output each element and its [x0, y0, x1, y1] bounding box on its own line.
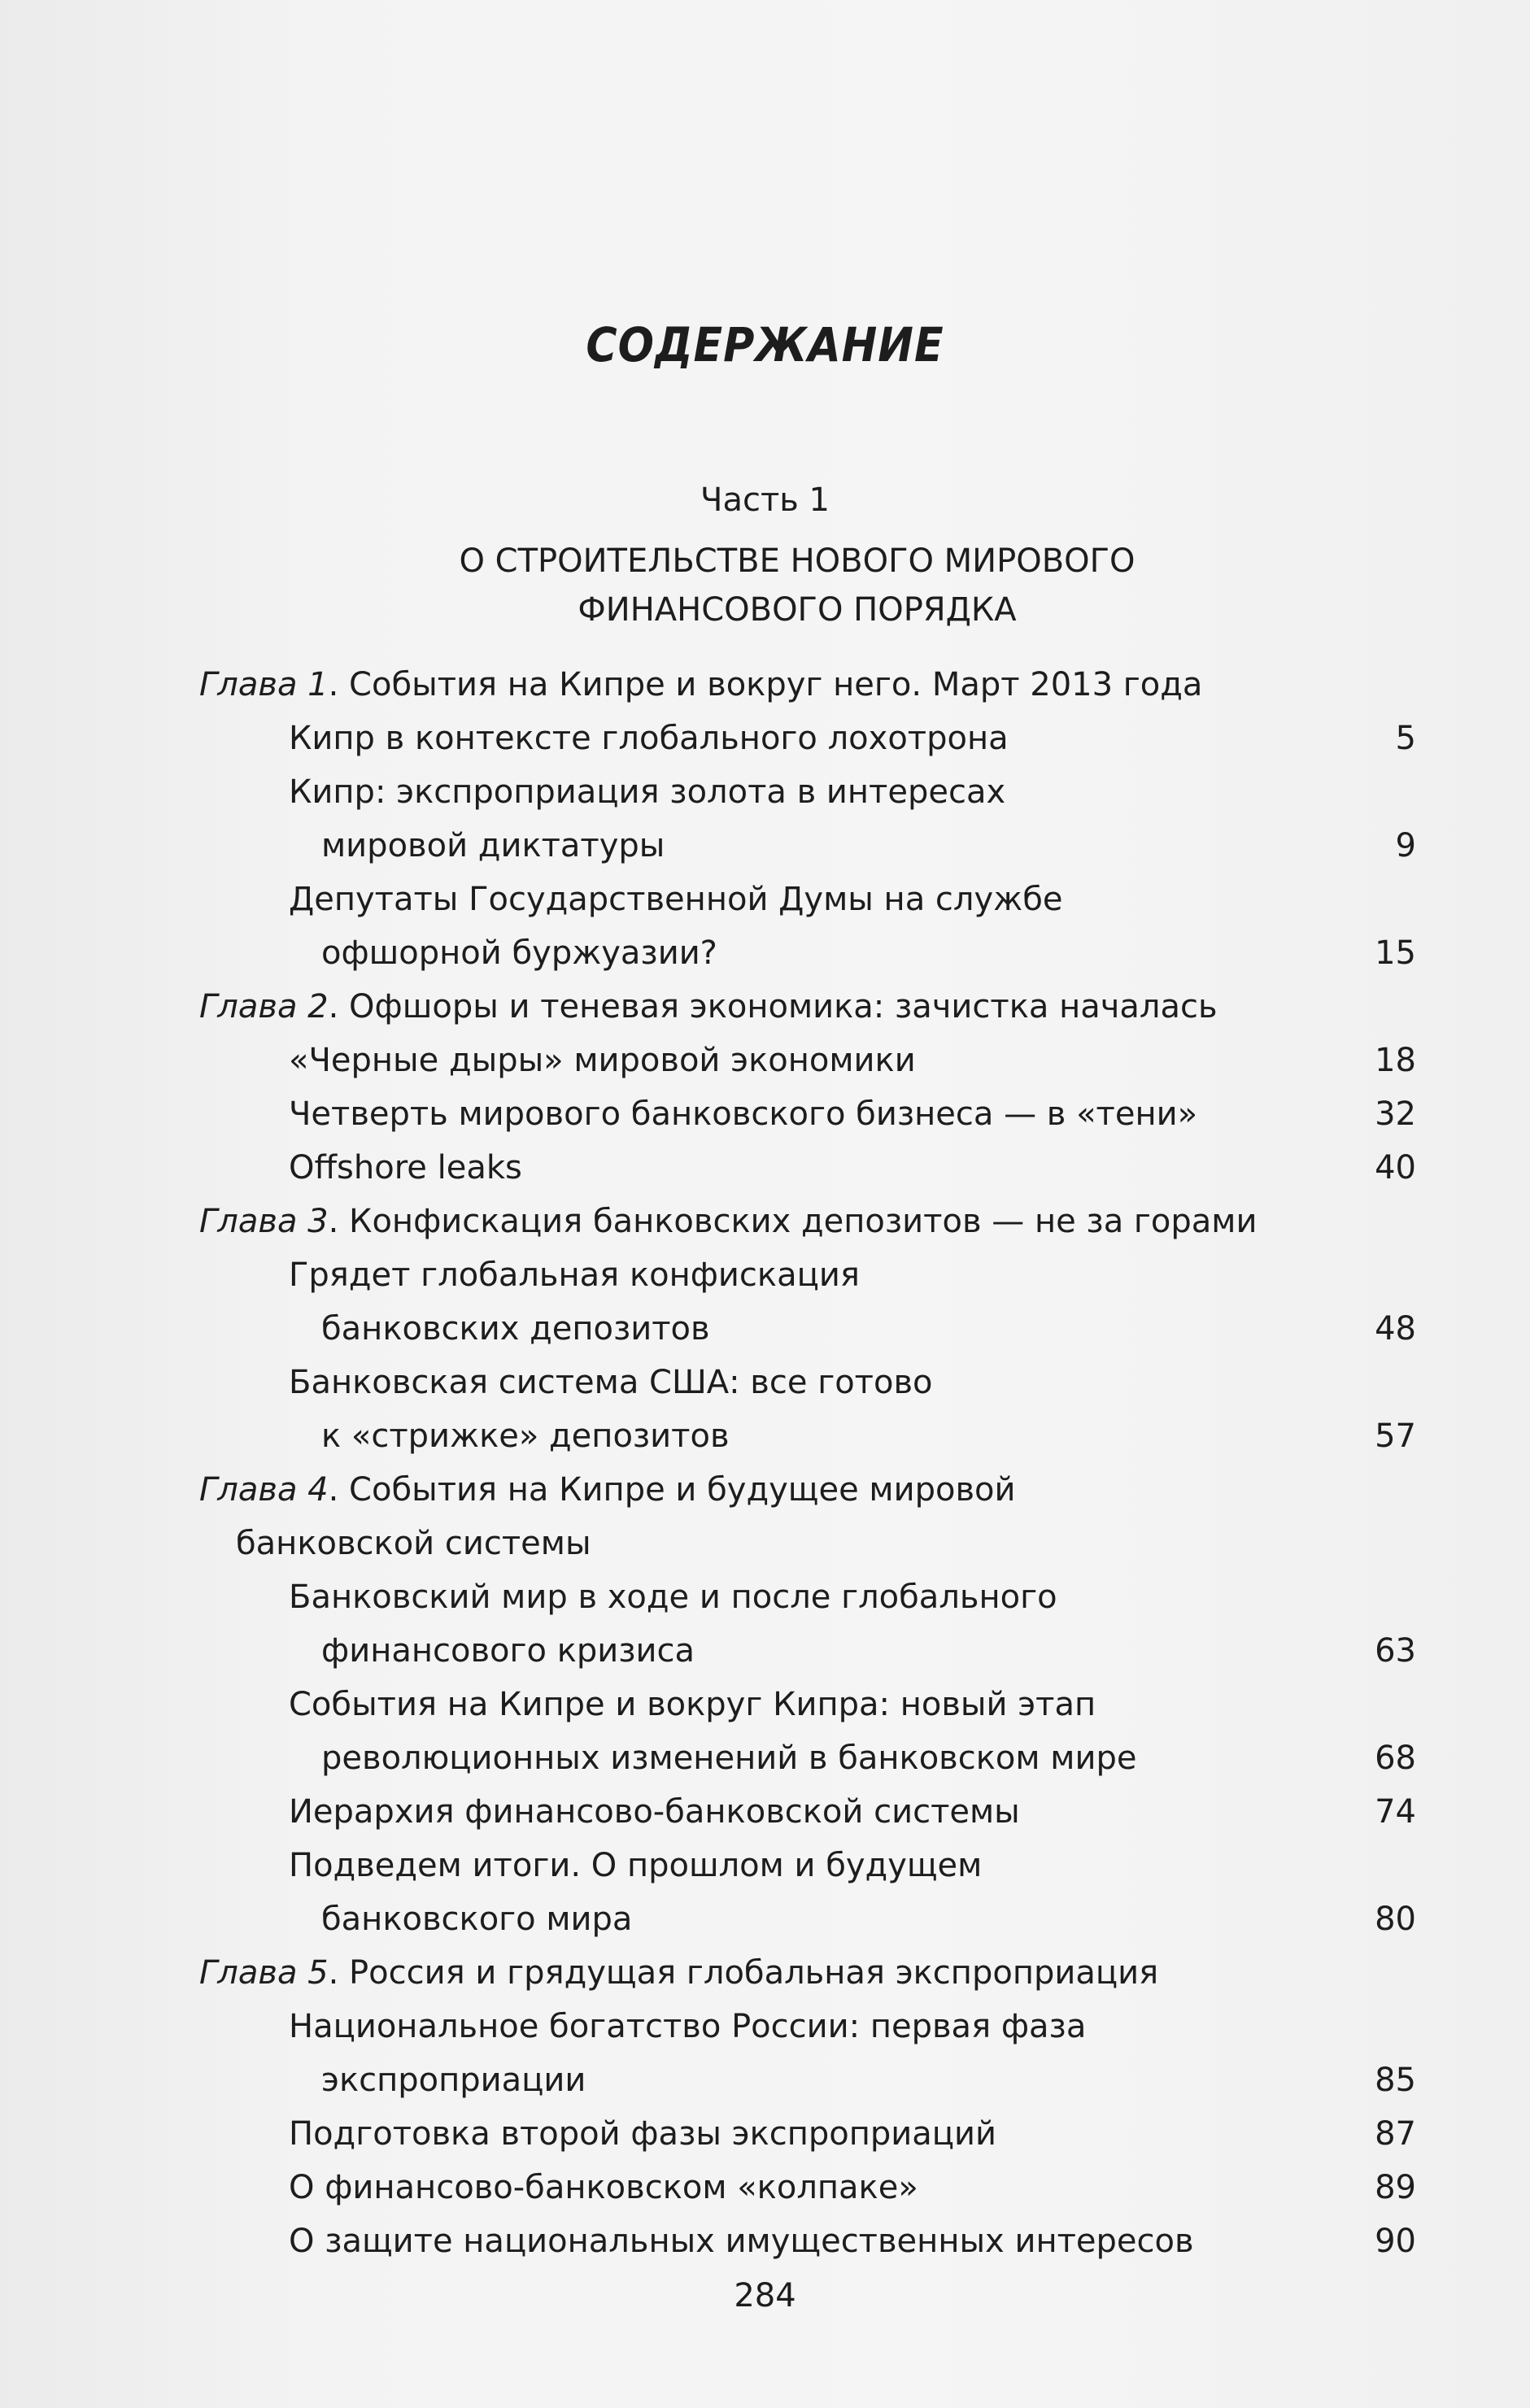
page-number: 57 — [1375, 1417, 1416, 1455]
folio-page-number: 284 — [734, 2277, 796, 2314]
toc-entry: «Черные дыры» мировой экономики — [289, 1042, 916, 1079]
contents-heading: СОДЕРЖАНИЕ — [586, 317, 944, 372]
page-number: 85 — [1375, 2062, 1416, 2099]
toc-entry: Кипр: экспроприация золота в интересах — [289, 773, 1006, 811]
toc-entry-continuation: финансового кризиса — [321, 1632, 695, 1670]
chapter-title-continuation: банковской системы — [236, 1525, 591, 1562]
toc-entry-continuation: мировой диктатуры — [321, 827, 665, 864]
toc-entry: Банковский мир в ходе и после глобального — [289, 1578, 1057, 1616]
toc-entry: Грядет глобальная конфискация — [289, 1256, 860, 1294]
chapter-title: . События на Кипре и вокруг него. Март 2013 года — [328, 666, 1203, 703]
toc-entry: События на Кипре и вокруг Кипра: новый этап — [289, 1686, 1096, 1723]
toc-entry: Подведем итоги. О прошлом и будущем — [289, 1847, 983, 1884]
toc-entry: Подготовка второй фазы экспроприаций — [289, 2115, 997, 2153]
chapter-heading — [199, 982, 1218, 1031]
toc-entry: О защите национальных имущественных интересов — [289, 2223, 1194, 2260]
toc-entry-continuation: экспроприации — [321, 2062, 586, 2099]
chapter-number: Глава 1 — [199, 666, 329, 703]
toc-entry: Иерархия финансово-банковской системы — [289, 1793, 1020, 1831]
chapter-title: . Офшоры и теневая экономика: зачистка началась — [328, 988, 1218, 1025]
toc-entry: О финансово-банковском «колпаке» — [289, 2169, 918, 2206]
toc-entry-continuation: банковских депозитов — [321, 1310, 710, 1348]
page-number: 80 — [1375, 1901, 1416, 1938]
toc-entry: Кипр в контексте глобального лохотрона — [289, 720, 1009, 757]
toc-entry-continuation: к «стрижке» депозитов — [321, 1417, 730, 1455]
page-number: 40 — [1375, 1149, 1416, 1187]
part-title — [195, 537, 1399, 634]
page-number: 18 — [1375, 1042, 1416, 1079]
toc-entry: Депутаты Государственной Думы на службе — [289, 881, 1063, 918]
page-number: 89 — [1375, 2169, 1416, 2206]
toc-entry-continuation: банковского мира — [321, 1901, 633, 1938]
chapter-number: Глава 4 — [199, 1471, 329, 1509]
chapter-number: Глава 2 — [199, 988, 329, 1025]
page-number: 5 — [1395, 720, 1416, 757]
page-number: 63 — [1375, 1632, 1416, 1670]
toc-entry: Национальное богатство России: первая фаза — [289, 2008, 1087, 2045]
toc-entry: Offshore leaks — [289, 1149, 522, 1187]
toc-entry: Четверть мирового банковского бизнеса — в «тени» — [289, 1095, 1198, 1133]
part-title-line-2: ФИНАНСОВОГО ПОРЯДКА — [578, 591, 1017, 629]
chapter-heading — [199, 1465, 1016, 1514]
toc-entry: Банковская система США: все готово — [289, 1364, 933, 1401]
part-title-line-1: О СТРОИТЕЛЬСТВЕ НОВОГО МИРОВОГО — [459, 542, 1136, 580]
page-number: 90 — [1375, 2223, 1416, 2260]
page-number: 74 — [1375, 1793, 1416, 1831]
page-number: 9 — [1395, 827, 1416, 864]
chapter-heading — [199, 660, 1202, 709]
chapter-title: . События на Кипре и будущее мировой — [328, 1471, 1016, 1509]
page-number: 48 — [1375, 1310, 1416, 1348]
chapter-title: . Конфискация банковских депозитов — не за горами — [328, 1203, 1258, 1240]
page-number: 32 — [1375, 1095, 1416, 1133]
page-number: 15 — [1375, 934, 1416, 972]
chapter-heading — [199, 1949, 1158, 1997]
page-number: 87 — [1375, 2115, 1416, 2153]
toc-entry-continuation: офшорной буржуазии? — [321, 934, 717, 972]
page-number: 68 — [1375, 1740, 1416, 1777]
chapter-title: . Россия и грядущая глобальная экспроприация — [328, 1954, 1159, 1992]
chapter-number: Глава 3 — [199, 1203, 329, 1240]
chapter-heading — [199, 1197, 1257, 1246]
toc-entry-continuation: революционных изменений в банковском мире — [321, 1740, 1137, 1777]
chapter-number: Глава 5 — [199, 1954, 329, 1992]
part-label: Часть 1 — [700, 481, 830, 519]
